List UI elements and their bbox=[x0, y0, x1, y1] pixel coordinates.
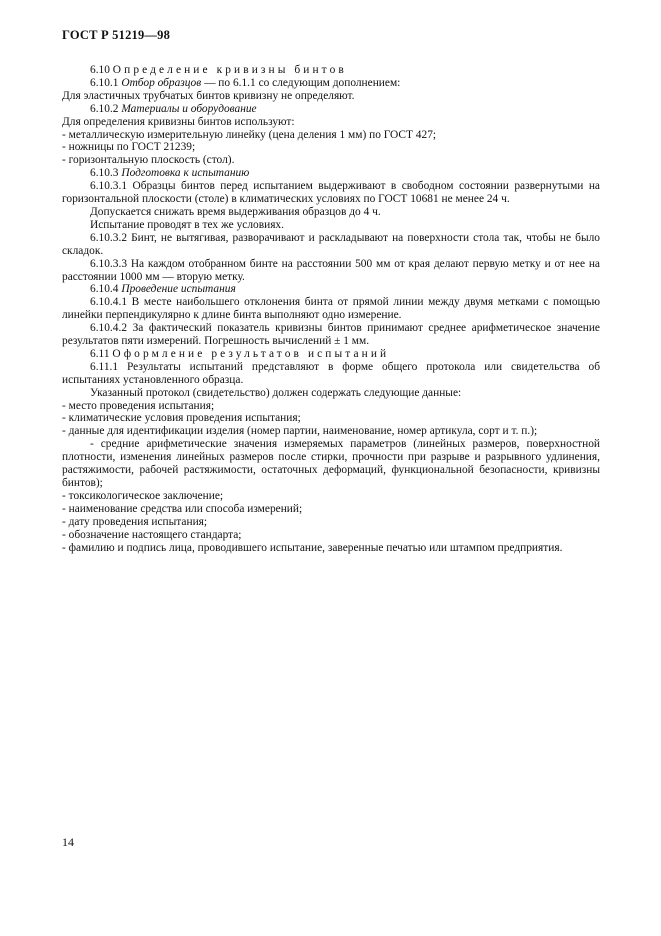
section-6-10-heading bbox=[62, 64, 600, 77]
list-item: - дату проведения испытания; bbox=[62, 515, 208, 528]
list-item: - горизонтальную плоскость (стол). bbox=[62, 154, 235, 167]
list-item: - ножницы по ГОСТ 21239; bbox=[62, 141, 196, 154]
section-title: Оформление результатов испытаний bbox=[112, 347, 390, 360]
subsection-number: 6.10.3 bbox=[90, 167, 119, 180]
paragraph: Для эластичных трубчатых бинтов кривизну не определяют. bbox=[62, 89, 355, 102]
paragraph: Указанный протокол (свидетельство) должен содержать следующие данные: bbox=[90, 386, 462, 399]
section-number: 6.10 bbox=[90, 64, 110, 76]
list-item: - обозначение настоящего стандарта; bbox=[62, 528, 242, 541]
subsection-text: — по 6.1.1 со следующим дополнением: bbox=[204, 76, 401, 89]
paragraph: Испытание проводят в тех же условиях. bbox=[90, 218, 284, 231]
list-item: - фамилию и подпись лица, проводившего испытание, заверенные печатью или штампом предприятия. bbox=[62, 541, 563, 554]
paragraph-6-10-3-2: 6.10.3.2 Бинт, не вытягивая, разворачивают и раскладывают на поверхности стола так, чтобы не было складок. bbox=[62, 231, 600, 257]
section-title: Определение кривизны бинтов bbox=[112, 64, 347, 76]
page-number: 14 bbox=[62, 835, 74, 849]
paragraph: Для определения кривизны бинтов используют: bbox=[62, 115, 295, 128]
subsection-title: Подготовка к испытанию bbox=[121, 167, 250, 180]
paragraph-6-11-1: 6.11.1 Результаты испытаний представляют в форме общего протокола или свидетельства об испытаниях установленного образца. bbox=[62, 360, 600, 386]
section-6-11-heading bbox=[62, 348, 600, 361]
subsection-number: 6.10.2 bbox=[90, 102, 119, 115]
subsection-6-10-2 bbox=[62, 103, 600, 116]
list-item: - металлическую измерительную линейку (цена деления 1 мм) по ГОСТ 427; bbox=[62, 128, 437, 141]
paragraph-6-10-3-1: 6.10.3.1 Образцы бинтов перед испытанием выдерживают в свободном состоянии развернутыми на горизонтальной плоскости (столе) в климатических условиях по ГОСТ 10681 не менее 24 ч. bbox=[62, 180, 600, 206]
subsection-title: Отбор образцов bbox=[121, 76, 202, 89]
list-item: - токсикологическое заключение; bbox=[62, 489, 224, 502]
list-item: - данные для идентификации изделия (номер партии, наименование, номер артикула, сорт и т. п.); bbox=[62, 425, 538, 438]
list-item: - климатические условия проведения испытания; bbox=[62, 412, 301, 425]
subsection-title: Материалы и оборудование bbox=[121, 102, 257, 115]
list-item: - наименование средства или способа измерений; bbox=[62, 502, 303, 515]
section-number: 6.11 bbox=[90, 347, 110, 360]
subsection-6-10-3 bbox=[62, 167, 600, 180]
list-item: - средние арифметические значения измеряемых параметров (линейных размеров, поверхностной плотности, изменения линейных размеров после стирки, прочности при разрыве и разрывного удлинения, растяжимости, рабочей растяжимости, остаточных деформаций, функциональной безопасности, кривизны бинтов); bbox=[62, 438, 600, 489]
subsection-6-10-4 bbox=[62, 283, 600, 296]
paragraph-6-10-3-3: 6.10.3.3 На каждом отобранном бинте на расстоянии 500 мм от края делают первую метку и от нее на расстоянии 1000 мм — вторую метку. bbox=[62, 257, 600, 283]
subsection-number: 6.10.4 bbox=[90, 283, 119, 296]
paragraph-6-10-4-1: 6.10.4.1 В месте наибольшего отклонения бинта от прямой линии между двумя метками с помощью линейки перпендикулярно к длине бинта выполняют одно измерение. bbox=[62, 296, 600, 322]
paragraph: Допускается снижать время выдерживания образцов до 4 ч. bbox=[90, 205, 381, 218]
document-body bbox=[62, 64, 600, 554]
paragraph-6-10-4-2: 6.10.4.2 За фактический показатель кривизны бинтов принимают среднее арифметическое значение результатов пяти измерений. Погрешность вычислений ± 1 мм. bbox=[62, 322, 600, 348]
subsection-6-10-1 bbox=[62, 77, 600, 90]
subsection-number: 6.10.1 bbox=[90, 76, 119, 89]
document-number: ГОСТ Р 51219—98 bbox=[62, 28, 171, 42]
list-item: - место проведения испытания; bbox=[62, 399, 215, 412]
subsection-title: Проведение испытания bbox=[121, 283, 236, 296]
